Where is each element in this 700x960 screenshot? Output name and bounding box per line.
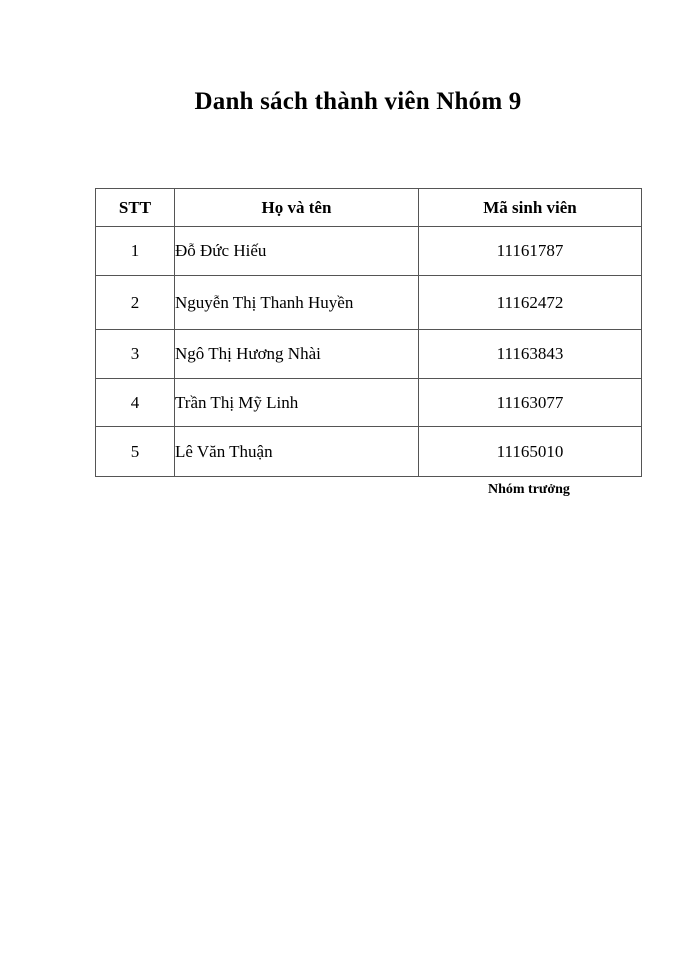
table-row [96,427,642,477]
row-stt: 1 [96,227,175,276]
table-row [96,330,642,379]
member-table [95,188,642,477]
header-full-name: Họ và tên [175,189,419,227]
row-student-id: 11161787 [419,227,642,276]
header-student-id: Mã sinh viên [419,189,642,227]
row-student-id: 11162472 [419,276,642,330]
row-full-name: Trần Thị Mỹ Linh [175,379,419,427]
row-stt: 2 [96,276,175,330]
group-leader-note: Nhóm trưởng [488,482,570,497]
row-student-id: 11163077 [419,379,642,427]
row-student-id: 11165010 [419,427,642,477]
row-full-name: Nguyễn Thị Thanh Huyền [175,276,419,330]
row-stt: 4 [96,379,175,427]
row-student-id: 11163843 [419,330,642,379]
row-stt: 5 [96,427,175,477]
table-row [96,227,642,276]
table-header-row [96,189,642,227]
row-full-name: Ngô Thị Hương Nhài [175,330,419,379]
row-stt: 3 [96,330,175,379]
header-stt: STT [96,189,175,227]
row-full-name: Đỗ Đức Hiếu [175,227,419,276]
page-title: Danh sách thành viên Nhóm 9 [194,88,522,115]
table-row [96,379,642,427]
table-row [96,276,642,330]
row-full-name: Lê Văn Thuận [175,427,419,477]
